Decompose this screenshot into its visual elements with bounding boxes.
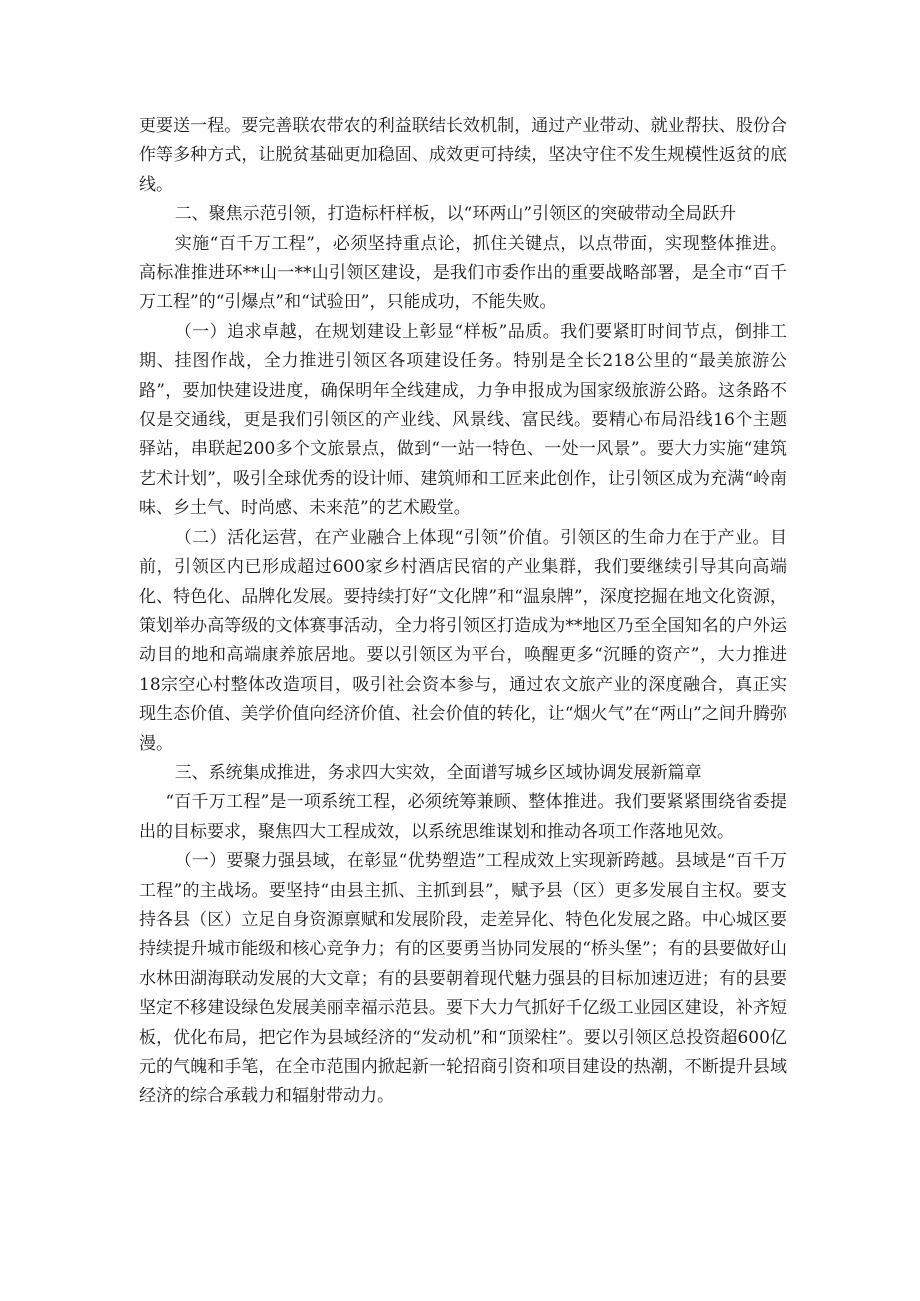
- body-paragraph: “百千万工程”是一项系统工程，必须统筹兼顾、整体推进。我们要紧紧围绕省委提出的目标要求，聚焦四大工程成效，以系统思维谋划和推动各项工作落地见效。: [139, 792, 787, 842]
- document-page: [139, 112, 787, 1112]
- body-paragraph: （一）追求卓越，在规划建设上彰显“样板”品质。我们要紧盯时间节点，倒排工期、挂图作战，全力推进引领区各项建设任务。特别是全长218公里的“最美旅游公路”，要加快建设进度，确保明年全线建成，力争申报成为国家级旅游公路。这条路不仅是交通线，更是我们引领区的产业线、风景线、富民线。要精心布局沿线16个主题驿站，串联起200多个文旅景点，做到“一站一特色、一处一风景”。要大力实施“建筑艺术计划”，吸引全球优秀的设计师、建筑师和工匠来此创作，让引领区成为充满“岭南味、乡土气、时尚感、未来范”的艺术殿堂。: [139, 321, 787, 519]
- section-heading-three: 三、系统集成推进，务求四大实效，全面谱写城乡区域协调发展新篇章: [174, 762, 702, 783]
- body-paragraph: 实施“百千万工程”，必须坚持重点论，抓住关键点，以点带面，实现整体推进。高标准推进环**山一**山引领区建设，是我们市委作出的重要战略部署，是全市“百千万工程”的“引爆点”和“试验田”，只能成功，不能失败。: [139, 233, 787, 313]
- body-paragraph: （一）要聚力强县域，在彰显“优势塑造”工程成效上实现新跨越。县域是“百千万工程”的主战场。要坚持“由县主抓、主抓到县”，赋予县（区）更多发展自主权。要支持各县（区）立足自身资源禀赋和发展阶段，走差异化、特色化发展之路。中心城区要持续提升城市能级和核心竞争力；有的区要勇当协同发展的“桥头堡”；有的县要做好山水林田湖海联动发展的大文章；有的县要朝着现代魅力强县的目标加速迈进；有的县要坚定不移建设绿色发展美丽幸福示范县。要下大力气抓好千亿级工业园区建设，补齐短板，优化布局，把它作为县域经济的“发动机”和“顶梁柱”。要以引领区总投资超600亿元的气魄和手笔，在全市范围内掀起新一轮招商引资和项目建设的热潮，不断提升县域经济的综合承载力和辐射带动力。: [139, 851, 787, 1107]
- continuation-paragraph: 更要送一程。要完善联农带农的利益联结长效机制，通过产业带动、就业帮扶、股份合作等多种方式，让脱贫基础更加稳固、成效更可持续，坚决守住不发生规模性返贫的底线。: [139, 116, 787, 195]
- section-heading-two: 二、聚焦示范引领，打造标杆样板，以“环两山”引领区的突破带动全局跃升: [174, 204, 737, 225]
- body-paragraph: （二）活化运营，在产业融合上体现“引领”价值。引领区的生命力在于产业。目前，引领区内已形成超过600家乡村酒店民宿的产业集群，我们要继续引导其向高端化、特色化、品牌化发展。要持续打好“文化牌”和“温泉牌”，深度挖掘在地文化资源，策划举办高等级的文体赛事活动，全力将引领区打造成为**地区乃至全国知名的户外运动目的地和高端康养旅居地。要以引领区为平台，唤醒更多“沉睡的资产”，大力推进18宗空心村整体改造项目，吸引社会资本参与，通过农文旅产业的深度融合，真正实现生态价值、美学价值向经济价值、社会价值的转化，让“烟火气”在“两山”之间升腾弥漫。: [139, 527, 787, 754]
